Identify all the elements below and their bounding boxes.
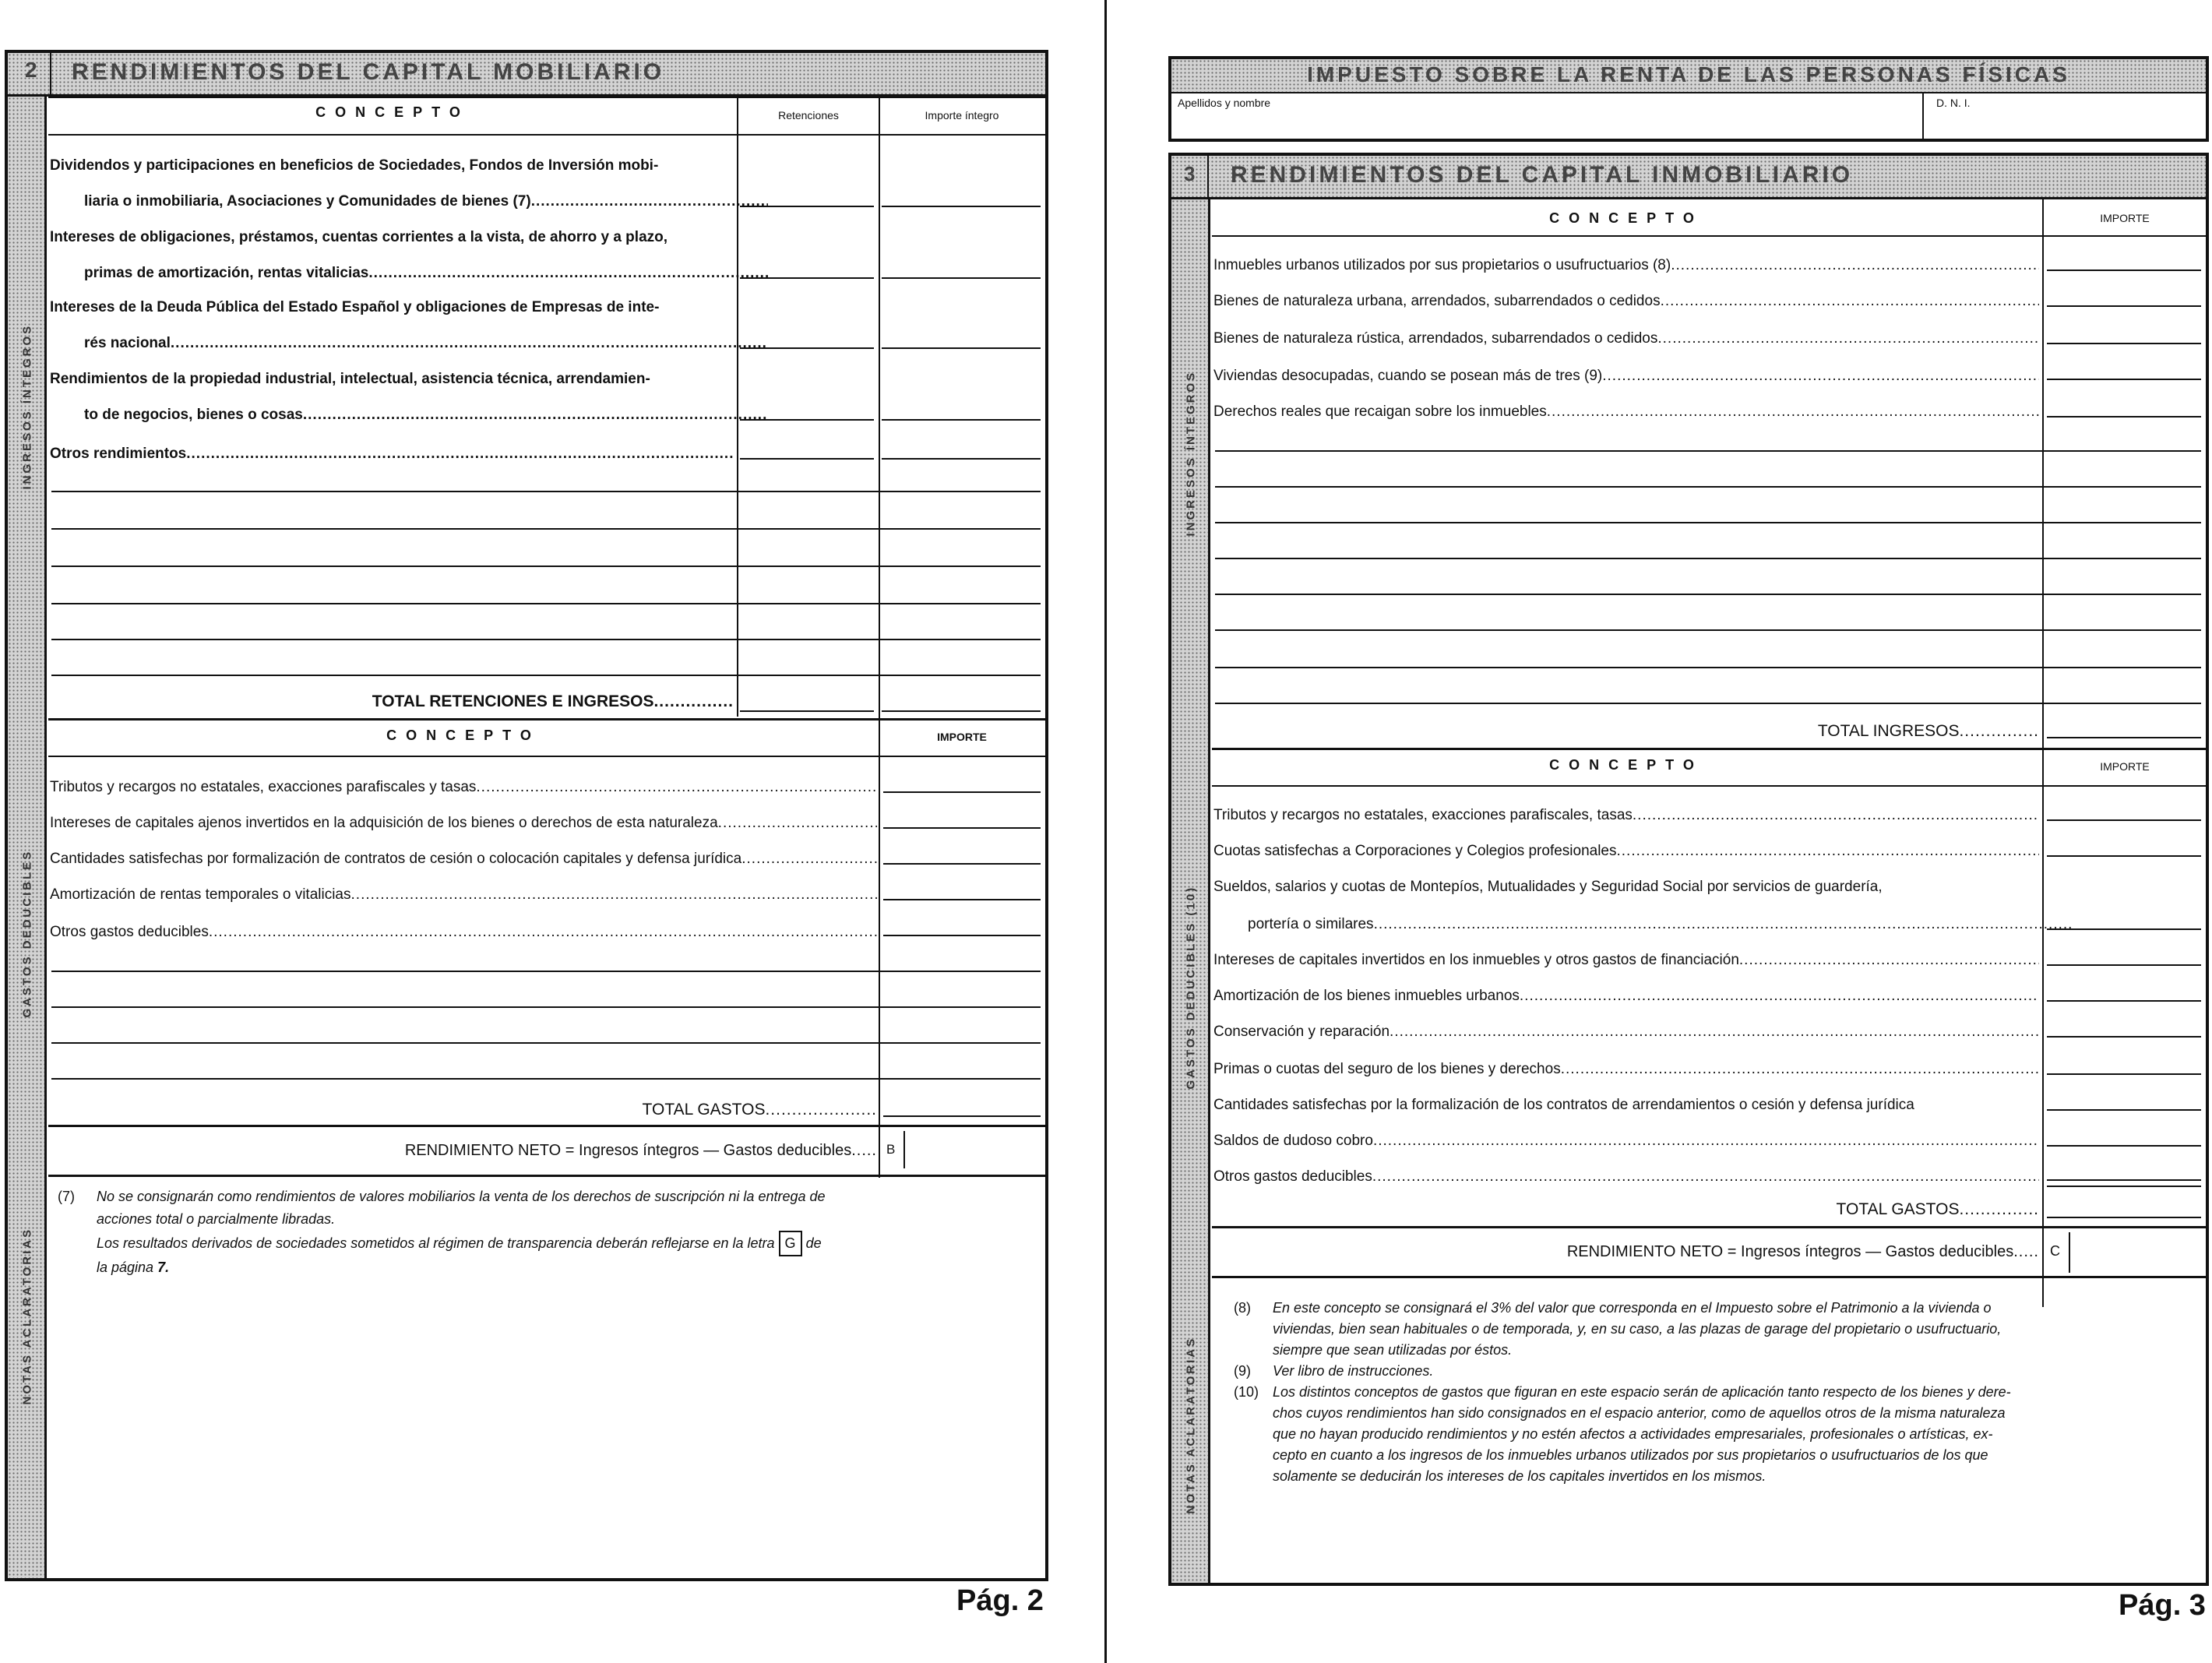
expense-concept-header: CONCEPTO	[386, 728, 541, 743]
expense-row-1: Tributos y recargos no estatales, exacciones parafiscales y tasas .....	[50, 770, 877, 805]
side-label-notas-3: NOTAS ACLARATORIAS	[1184, 1336, 1198, 1514]
income3-importe-header: IMPORTE	[2100, 212, 2150, 224]
page-2-number: Pág. 2	[956, 1584, 1044, 1617]
income-concept-header: CONCEPTO	[315, 104, 470, 120]
expense3-row-4: Intereses de capitales invertidos en los inmuebles y otros gastos de financiación .....	[1213, 942, 2039, 978]
side-label-gastos-3: GASTOS DEDUCIBLES (10)	[1184, 885, 1198, 1090]
expense3-row-6: Conservación y reparación .....	[1213, 1014, 2039, 1050]
income-row-3b: rés nacional .....	[50, 326, 768, 361]
net3-yield-row: RENDIMIENTO NETO = Ingresos íntegros — Gastos deducibles .....	[1566, 1242, 2039, 1260]
expense3-row-2: Cuotas satisfechas a Corporaciones y Colegios profesionales .....	[1213, 833, 2039, 869]
net-yield-box-b[interactable]: B	[882, 1131, 905, 1168]
name-label: Apellidos y nombre	[1178, 97, 1271, 109]
side-label-gastos: GASTOS DEDUCIBLES	[20, 849, 34, 1018]
expense3-row-1: Tributos y recargos no estatales, exacciones parafiscales, tasas .....	[1213, 798, 2039, 833]
side-label-notas: NOTAS ACLARATORIAS	[20, 1227, 34, 1405]
retenciones-header: Retenciones	[778, 109, 839, 122]
income3-total: TOTAL INGRESOS ...............	[1817, 722, 2039, 740]
expense-row-5: Otros gastos deducibles .....	[50, 914, 877, 950]
expense-total: TOTAL GASTOS .....................	[642, 1101, 877, 1119]
expense-row-2: Intereses de capitales ajenos invertidos en la adquisición de los bienes o derechos de esta naturaleza .....	[50, 805, 877, 841]
page-2	[0, 0, 1104, 1663]
notes-page-3: (8) En este concepto se consignará el 3% del valor que corresponda en el Impuesto sobre el Patrimonio a la vivienda o viviendas, bien sean habituales o de temporada, y, en su caso, a las plazas de garage del propietario o usufructuario, siempre que sean utilizadas por éstos. (9) Ver libro de instrucciones. (10) Los distintos conceptos de gastos que figuran en este espacio serán de aplicación tanto respecto de los bienes y dere- chos cuyos rendimientos han sido consignados en el espacio anterior, como de aquellos otros de la misma naturaleza que no hayan producido rendimientos y no estén afectos a actividades empresariales, profesionales o artísticas, ex- cepto en cuanto a los ingresos de los inmuebles urbanos utilizados por sus propietarios o usufructuarios de los que solamente se deducirán los intereses de los capitales invertidos en los mismos.	[1234, 1298, 2203, 1487]
expense3-row-10: Otros gastos deducibles .....	[1213, 1159, 2039, 1195]
expense3-total: TOTAL GASTOS ...............	[1836, 1200, 2039, 1218]
income3-row-5: Derechos reales que recaigan sobre los inmuebles .....	[1213, 394, 2039, 430]
dni-field[interactable]	[1925, 111, 2204, 139]
net-yield-row: RENDIMIENTO NETO = Ingresos íntegros — Gastos deducibles .....	[404, 1141, 877, 1159]
expense3-concept-header: CONCEPTO	[1549, 757, 1703, 773]
expense3-importe-header: IMPORTE	[2100, 760, 2150, 773]
expense3-row-7: Primas o cuotas del seguro de los bienes y derechos .....	[1213, 1052, 2039, 1087]
income-row-2a: Intereses de obligaciones, préstamos, cuentas corrientes a la vista, de ahorro y a plazo,	[50, 229, 668, 245]
income-row-1b: liaria o inmobiliaria, Asociaciones y Comunidades de bienes (7) .....	[50, 184, 768, 220]
net-yield-box-c[interactable]: C	[2045, 1232, 2070, 1273]
income3-concept-header: CONCEPTO	[1549, 210, 1703, 226]
expense3-row-8: Cantidades satisfechas por la formalización de los contratos de arrendamientos o cesión y defensa jurídica	[1213, 1097, 1914, 1113]
income3-row-1: Inmuebles urbanos utilizados por sus propietarios o usufructuarios (8) .....	[1213, 248, 2039, 284]
note-7: (7) No se consignarán como rendimientos de valores mobiliarios la venta de los derechos de suscripción ni la entrega de acciones total o parcialmente libradas. Los resultados derivados de sociedades sometidos al régimen de transparencia deberán reflejarse en la letra G de la página 7.	[58, 1189, 826, 1275]
income3-row-4: Viviendas desocupadas, cuando se posean más de tres (9) .....	[1213, 358, 2039, 394]
income3-row-3: Bienes de naturaleza rústica, arrendados, subarrendados o cedidos .....	[1213, 321, 2039, 357]
income-row-3a: Intereses de la Deuda Pública del Estado Español y obligaciones de Empresas de inte-	[50, 299, 660, 315]
income-row-2b: primas de amortización, rentas vitalicias .....	[50, 255, 768, 291]
letter-g-box: G	[779, 1231, 802, 1256]
note-9: (9) Ver libro de instrucciones.	[1234, 1363, 1434, 1379]
expense-importe-header: IMPORTE	[937, 731, 987, 743]
side-label-ingresos-3: INGRESOS ÍNTEGROS	[1184, 370, 1198, 537]
dni-label: D. N. I.	[1936, 97, 1971, 109]
importe-integro-header: Importe íntegro	[925, 109, 999, 122]
expense3-row-3a: Sueldos, salarios y cuotas de Montepíos, Mutualidades y Seguridad Social por servicios de guardería,	[1213, 879, 1883, 895]
note-8: (8) En este concepto se consignará el 3% del valor que corresponda en el Impuesto sobre el Patrimonio a la vivienda o	[1234, 1300, 1992, 1316]
section-3-title: RENDIMIENTOS DEL CAPITAL INMOBILIARIO	[1231, 162, 1854, 188]
income-total: TOTAL RETENCIONES E INGRESOS ...............	[372, 692, 734, 710]
income-row-4b: to de negocios, bienes o cosas .....	[50, 397, 768, 433]
page-3	[1106, 0, 2212, 1663]
side-label-ingresos: INGRESOS ÍNTEGROS	[20, 323, 34, 490]
section-2-title: RENDIMIENTOS DEL CAPITAL MOBILIARIO	[72, 59, 665, 85]
page-3-number: Pág. 3	[2119, 1589, 2206, 1622]
note-10: (10) Los distintos conceptos de gastos que figuran en este espacio serán de aplicación tanto respecto de los bienes y dere-	[1234, 1384, 2011, 1400]
section-2-number: 2	[25, 58, 37, 82]
form-title: IMPUESTO SOBRE LA RENTA DE LAS PERSONAS FÍSICAS	[1307, 62, 2070, 86]
expense3-row-5: Amortización de los bienes inmuebles urbanos .....	[1213, 978, 2039, 1014]
expense3-row-3b: portería o similares .....	[1213, 907, 2073, 942]
name-field[interactable]	[1171, 111, 1991, 139]
section-3-number: 3	[1184, 162, 1196, 185]
income-row-4a: Rendimientos de la propiedad industrial, intelectual, asistencia técnica, arrendamien-	[50, 371, 650, 387]
income-row-5: Otros rendimientos .....	[50, 436, 734, 472]
income3-row-2: Bienes de naturaleza urbana, arrendados, subarrendados o cedidos .....	[1213, 284, 2039, 319]
expense-row-3: Cantidades satisfechas por formalización de contratos de cesión o colocación capitales y defensa jurídica .....	[50, 841, 877, 877]
expense-row-4: Amortización de rentas temporales o vitalicias .....	[50, 877, 877, 913]
expense3-row-9: Saldos de dudoso cobro .....	[1213, 1123, 2039, 1159]
income-row-1a: Dividendos y participaciones en beneficios de Sociedades, Fondos de Inversión mobi-	[50, 157, 659, 174]
